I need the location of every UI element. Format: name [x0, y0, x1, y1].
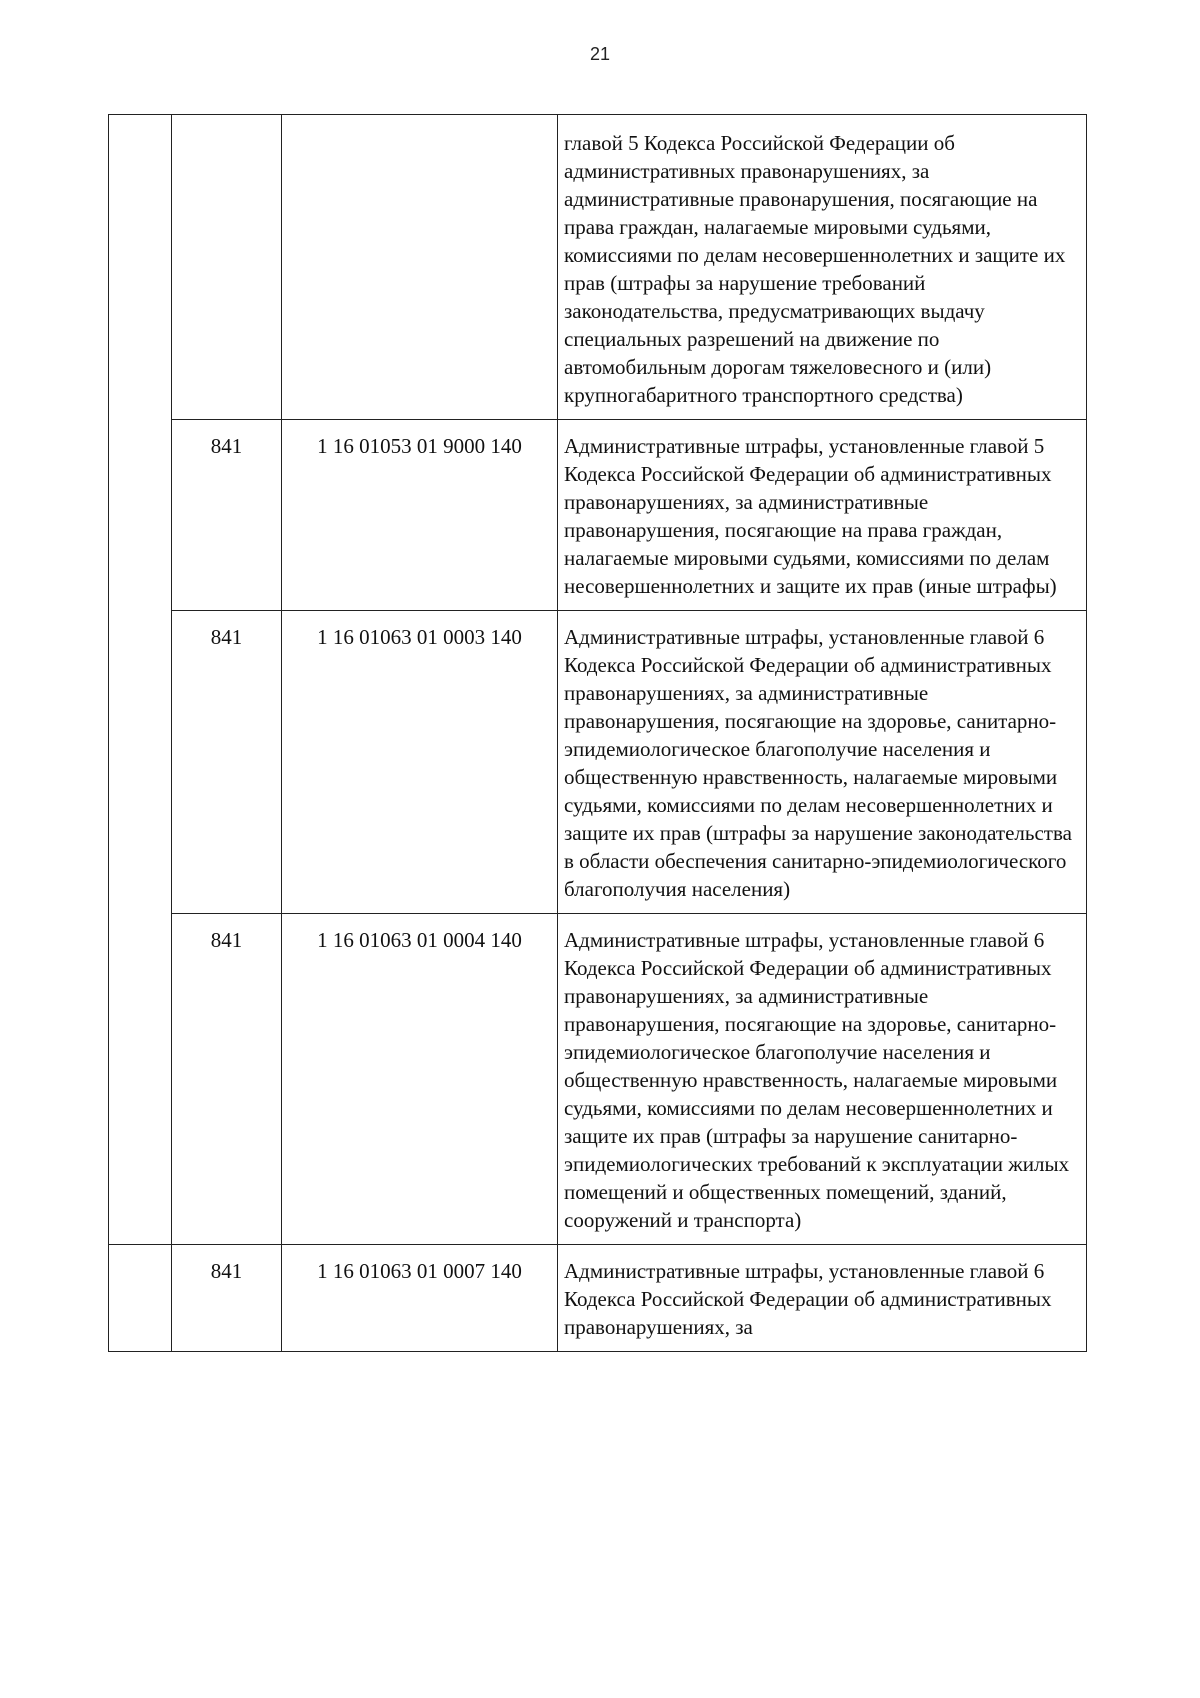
table-row — [109, 611, 1087, 914]
description-cell: Административные штрафы, установленные главой 6 Кодекса Российской Федерации об административных правонарушениях, за административные правонарушения, посягающие на здоровье, санитарно-эпидемиологическое благополучие населения и общественную нравственность, налагаемые мировыми судьями, комиссиями по делам несовершеннолетних и защите их прав (штрафы за нарушение законодательства в области обеспечения санитарно-эпидемиологического благополучия населения) — [558, 611, 1087, 914]
admin-code-cell: 841 — [172, 420, 282, 611]
admin-code-cell: 841 — [172, 611, 282, 914]
index-cell — [109, 611, 172, 914]
kbk-cell: 1 16 01053 01 9000 140 — [282, 420, 558, 611]
index-cell — [109, 420, 172, 611]
table-row — [109, 115, 1087, 420]
description-cell: главой 5 Кодекса Российской Федерации об административных правонарушениях, за административные правонарушения, посягающие на права граждан, налагаемые мировыми судьями, комиссиями по делам несовершеннолетних и защите их прав (штрафы за нарушение требований законодательства, предусматривающих выдачу специальных разрешений на движение по автомобильным дорогам тяжеловесного и (или) крупногабаритного транспортного средства) — [558, 115, 1087, 420]
description-cell: Административные штрафы, установленные главой 6 Кодекса Российской Федерации об административных правонарушениях, за — [558, 1245, 1087, 1352]
admin-code-cell: 841 — [172, 914, 282, 1245]
table-row — [109, 1245, 1087, 1352]
kbk-cell — [282, 115, 558, 420]
budget-codes-table — [108, 114, 1087, 1352]
table-row — [109, 914, 1087, 1245]
kbk-cell: 1 16 01063 01 0003 140 — [282, 611, 558, 914]
index-cell — [109, 115, 172, 420]
admin-code-cell — [172, 115, 282, 420]
table-row — [109, 420, 1087, 611]
kbk-cell: 1 16 01063 01 0004 140 — [282, 914, 558, 1245]
admin-code-cell: 841 — [172, 1245, 282, 1352]
description-cell: Административные штрафы, установленные главой 6 Кодекса Российской Федерации об административных правонарушениях, за административные правонарушения, посягающие на здоровье, санитарно-эпидемиологическое благополучие населения и общественную нравственность, налагаемые мировыми судьями, комиссиями по делам несовершеннолетних и защите их прав (штрафы за нарушение санитарно-эпидемиологических требований к эксплуатации жилых помещений и общественных помещений, зданий, сооружений и транспорта) — [558, 914, 1087, 1245]
index-cell — [109, 1245, 172, 1352]
kbk-cell: 1 16 01063 01 0007 140 — [282, 1245, 558, 1352]
page-number: 21 — [589, 44, 611, 64]
description-cell: Административные штрафы, установленные главой 5 Кодекса Российской Федерации об административных правонарушениях, за административные правонарушения, посягающие на права граждан, налагаемые мировыми судьями, комиссиями по делам несовершеннолетних и защите их прав (иные штрафы) — [558, 420, 1087, 611]
index-cell — [109, 914, 172, 1245]
